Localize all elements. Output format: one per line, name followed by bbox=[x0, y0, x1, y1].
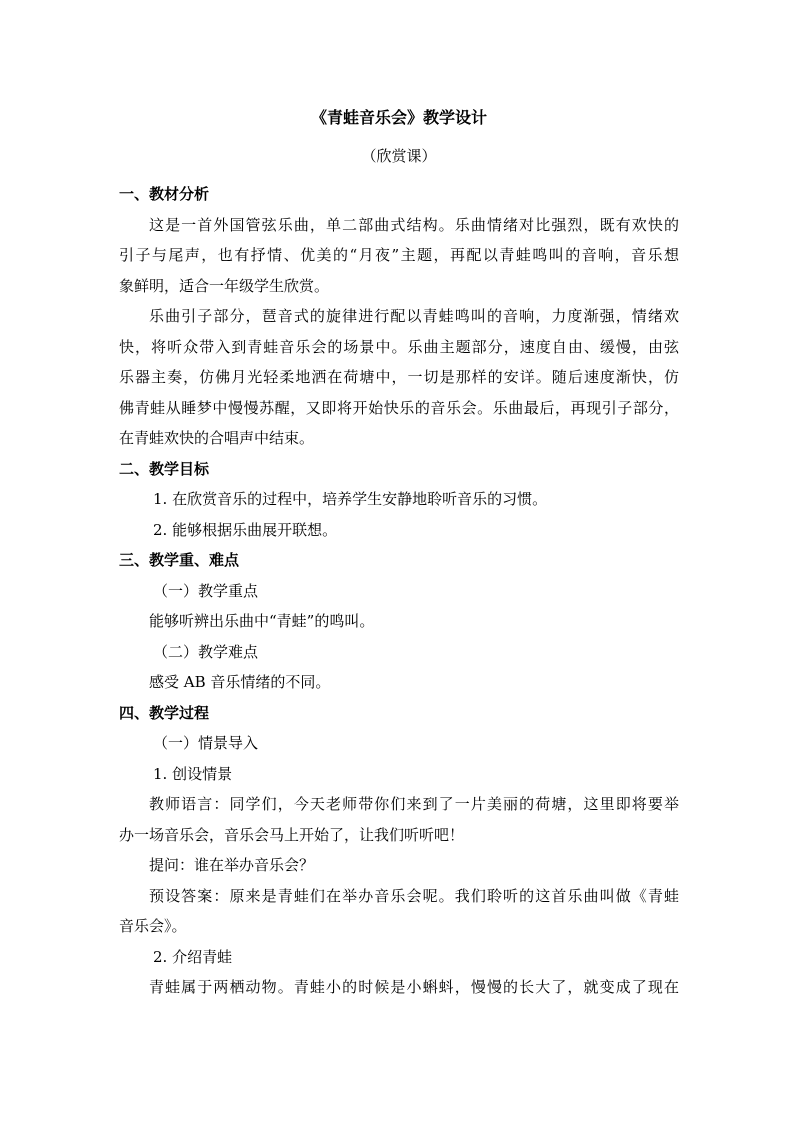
paragraph-line: 佛青蛙从睡梦中慢慢苏醒，又即将开始快乐的音乐会。乐曲最后，再现引子部分， bbox=[119, 398, 679, 417]
document-title: 《青蛙音乐会》教学设计 bbox=[310, 108, 487, 127]
section-heading-key-points: 三、教学重、难点 bbox=[119, 551, 240, 569]
list-item: 1. 在欣赏音乐的过程中，培养学生安静地聆听音乐的习惯。 bbox=[153, 490, 548, 508]
paragraph-line: 能够听辨出乐曲中“青蛙”的鸣叫。 bbox=[149, 612, 375, 630]
section-heading-teaching-process: 四、教学过程 bbox=[119, 703, 210, 722]
document-subtitle: （欣赏课） bbox=[361, 147, 437, 165]
document-content bbox=[119, 103, 679, 1003]
paragraph-line: 乐器主奏，仿佛月光轻柔地洒在荷塘中，一切是那样的安详。随后速度渐快，仿 bbox=[119, 368, 679, 386]
section-heading-material-analysis: 一、教材分析 bbox=[119, 185, 210, 203]
subsection-label: （一）情景导入 bbox=[153, 734, 259, 752]
paragraph-line: 音乐会》。 bbox=[119, 917, 187, 935]
paragraph-line: 引子与尾声，也有抒情、优美的“月夜”主题，再配以青蛙鸣叫的音响，音乐想 bbox=[119, 246, 679, 264]
paragraph-line: 办一场音乐会，音乐会马上开始了，让我们听听吧！ bbox=[119, 825, 465, 844]
paragraph-line: 快，将听众带入到青蛙音乐会的场景中。乐曲主题部分，速度自由、缓慢，由弦 bbox=[119, 337, 679, 356]
paragraph-line: 象鲜明，适合一年级学生欣赏。 bbox=[119, 276, 330, 295]
step-label: 1. 创设情景 bbox=[153, 764, 233, 783]
paragraph-line: 提问：谁在举办音乐会？ bbox=[149, 856, 315, 874]
paragraph-line: 乐曲引子部分，琶音式的旋律进行配以青蛙鸣叫的音响，力度渐强，情绪欢 bbox=[149, 307, 679, 325]
paragraph-line: 感受 AB 音乐情绪的不同。 bbox=[149, 673, 331, 691]
subsection-label: （一）教学重点 bbox=[153, 581, 259, 600]
list-item: 2. 能够根据乐曲展开联想。 bbox=[153, 520, 338, 539]
paragraph-line: 预设答案：原来是青蛙们在举办音乐会呢。我们聆听的这首乐曲叫做《青蛙 bbox=[149, 886, 679, 905]
paragraph-line: 教师语言：同学们，今天老师带你们来到了一片美丽的荷塘，这里即将要举 bbox=[149, 795, 679, 813]
paragraph-line: 青蛙属于两栖动物。青蛙小的时候是小蝌蚪，慢慢的长大了，就变成了现在 bbox=[149, 978, 679, 996]
paragraph-line: 在青蛙欢快的合唱声中结束。 bbox=[119, 429, 315, 447]
paragraph-line: 这是一首外国管弦乐曲，单二部曲式结构。乐曲情绪对比强烈，既有欢快的 bbox=[149, 215, 679, 234]
subsection-label: （二）教学难点 bbox=[153, 642, 259, 661]
section-heading-teaching-goals: 二、教学目标 bbox=[119, 459, 210, 478]
step-label: 2. 介绍青蛙 bbox=[153, 947, 233, 966]
